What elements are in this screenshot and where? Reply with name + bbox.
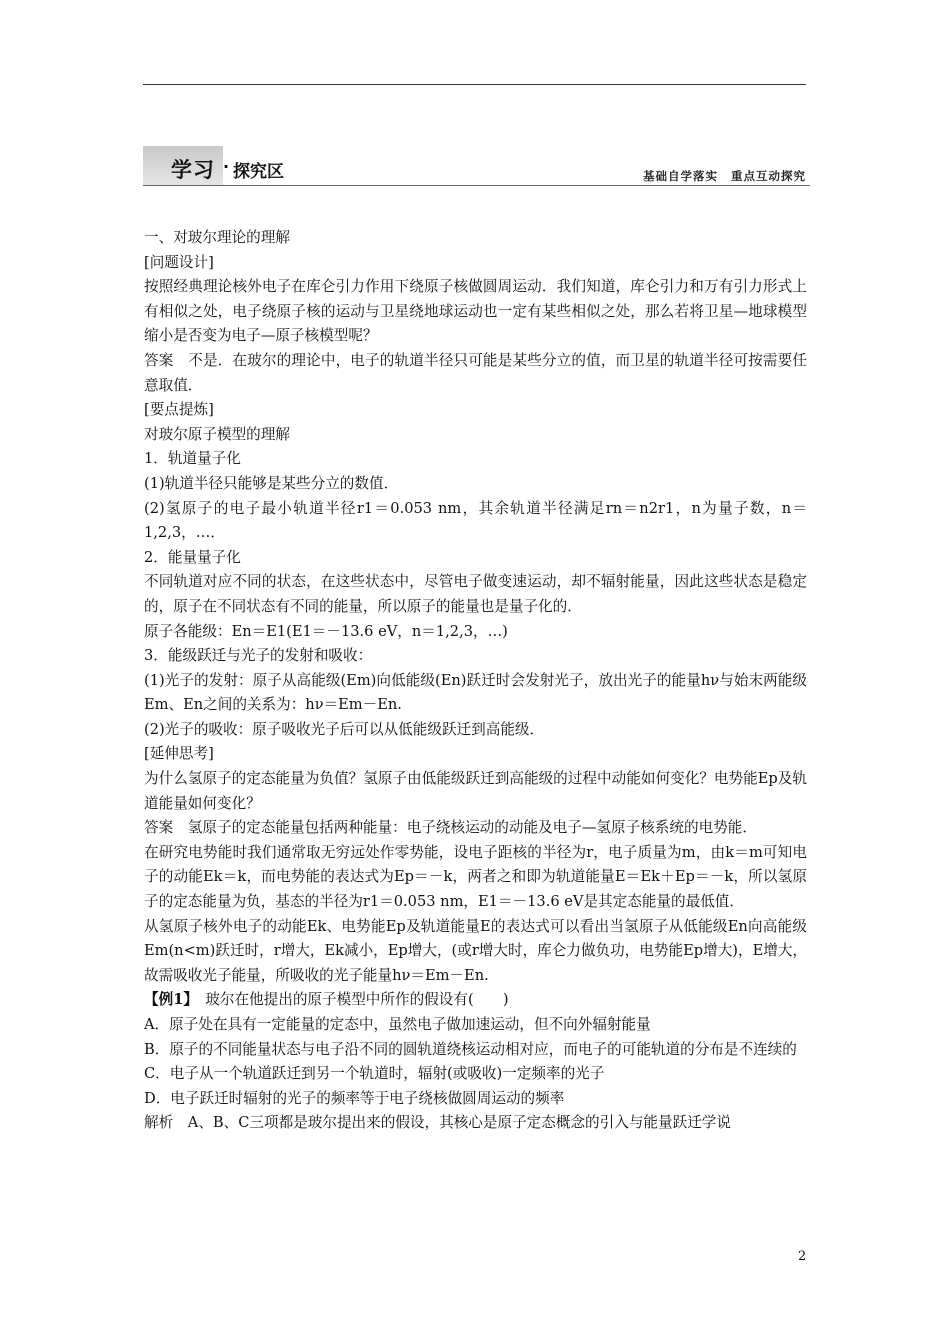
example-question (144, 988, 807, 1013)
heading-bohr-theory: 一、对玻尔理论的理解 (144, 229, 290, 246)
kp3-emission: (1)光子的发射：原子从高能级(Em)向低能级(En)跃迁时会发射光子，放出光子的能量hν与始末两能级Em、En之间的关系为：hν＝Em－En. (144, 671, 807, 714)
extension-question: 为什么氢原子的定态能量为负值？氢原子由低能级跃迁到高能级的过程中动能如何变化？电势能Ep及轨道能量如何变化？ (144, 770, 807, 812)
example-question-text: 玻尔在他提出的原子模型中所作的假设有( ) (205, 991, 509, 1009)
section-title-dot: · (223, 157, 230, 176)
kp1-item-b: (2)氢原子的电子最小轨道半径r1＝0.053 nm，其余轨道半径满足rn＝n2r1，n为量子数，n＝1,2,3，…． (144, 499, 807, 542)
section-banner (143, 146, 810, 186)
question-paragraph: 按照经典理论核外电子在库仑引力作用下绕原子核做圆周运动．我们知道，库仑引力和万有引力形式上有相似之处，电子绕原子核的运动与卫星绕地球运动也一定有某些相似之处，那么若将卫星—地球模型缩小是否变为电子—原子核模型呢？ (144, 278, 807, 345)
label-extension: [延伸思考] (144, 745, 214, 763)
option-a: A．原子处在具有一定能量的定态中，虽然电子做加速运动，但不向外辐射能量 (144, 1016, 651, 1033)
kp2-paragraph: 不同轨道对应不同的状态，在这些状态中，尽管电子做变速运动，却不辐射能量，因此这些状态是稳定的，原子在不同状态有不同的能量，所以原子的能量也是量子化的． (144, 573, 807, 615)
document-body (144, 226, 807, 1136)
analysis-paragraph: 解析 A、B、C三项都是玻尔提出来的假设，其核心是原子定态概念的引入与能量跃迁学说 (144, 1114, 731, 1132)
kp1-title: 1．轨道量子化 (144, 450, 241, 468)
kp3-title: 3．能级跃迁与光子的发射和吸收： (144, 647, 373, 665)
kp2-title: 2．能量量子化 (144, 548, 241, 566)
extension-answer-3: 从氢原子核外电子的动能Ek、电势能Ep及轨道能量E的表达式可以看出当氢原子从低能级En向高能级Em(n<m)跃迁时，r增大，Ek减小，Ep增大，(或r增大时，库仑力做负功，电势能Ep增大)，E增大，故需吸收光子能量，所吸收的光子能量hν＝Em－En. (144, 917, 808, 984)
extension-answer-2: 在研究电势能时我们通常取无穷远处作零势能，设电子距核的半径为r，电子质量为m，由k＝m可知电子的动能Ek＝k，而电势能的表达式为Ep＝－k，两者之和即为轨道能量E＝Ek＋Ep＝－k，所以氢原子的定态能量为负，基态的半径为r1＝0.053 nm，E1＝－13.6 eV是其定态能量的最低值． (144, 843, 808, 911)
option-d: D．电子跃迁时辐射的光子的频率等于电子绕核做圆周运动的频率 (144, 1089, 565, 1107)
option-c: C．电子从一个轨道跃迁到另一个轨道时，辐射(或吸收)一定频率的光子 (144, 1065, 605, 1083)
label-problem-design: [问题设计] (144, 253, 214, 271)
section-banner-rule (143, 185, 810, 186)
kp1-item-a: (1)轨道半径只能够是某些分立的数值． (144, 474, 399, 492)
section-title: 学习 (171, 158, 215, 182)
key-points-intro: 对玻尔原子模型的理解 (144, 425, 290, 443)
section-tagline: 基础自学落实 重点互动探究 (642, 169, 806, 183)
kp2-energy-levels: 原子各能级：En＝E1(E1＝－13.6 eV，n＝1,2,3，…) (144, 622, 508, 640)
section-subtitle: 探究区 (233, 162, 284, 182)
example-tag: 【例1】 (144, 991, 191, 1009)
answer-paragraph: 答案 不是．在玻尔的理论中，电子的轨道半径只可能是某些分立的值，而卫星的轨道半径可按需要任意取值． (144, 351, 807, 394)
kp3-absorption: (2)光子的吸收：原子吸收光子后可以从低能级跃迁到高能级． (144, 720, 545, 738)
page-number: 2 (798, 1249, 807, 1264)
extension-answer-1: 答案 氢原子的定态能量包括两种能量：电子绕核运动的动能及电子—氢原子核系统的电势能． (144, 819, 757, 837)
option-b: B．原子的不同能量状态与电子沿不同的圆轨道绕核运动相对应，而电子的可能轨道的分布是不连续的 (144, 1040, 797, 1058)
header-rule (143, 84, 806, 85)
label-key-points: [要点提炼] (144, 401, 214, 419)
